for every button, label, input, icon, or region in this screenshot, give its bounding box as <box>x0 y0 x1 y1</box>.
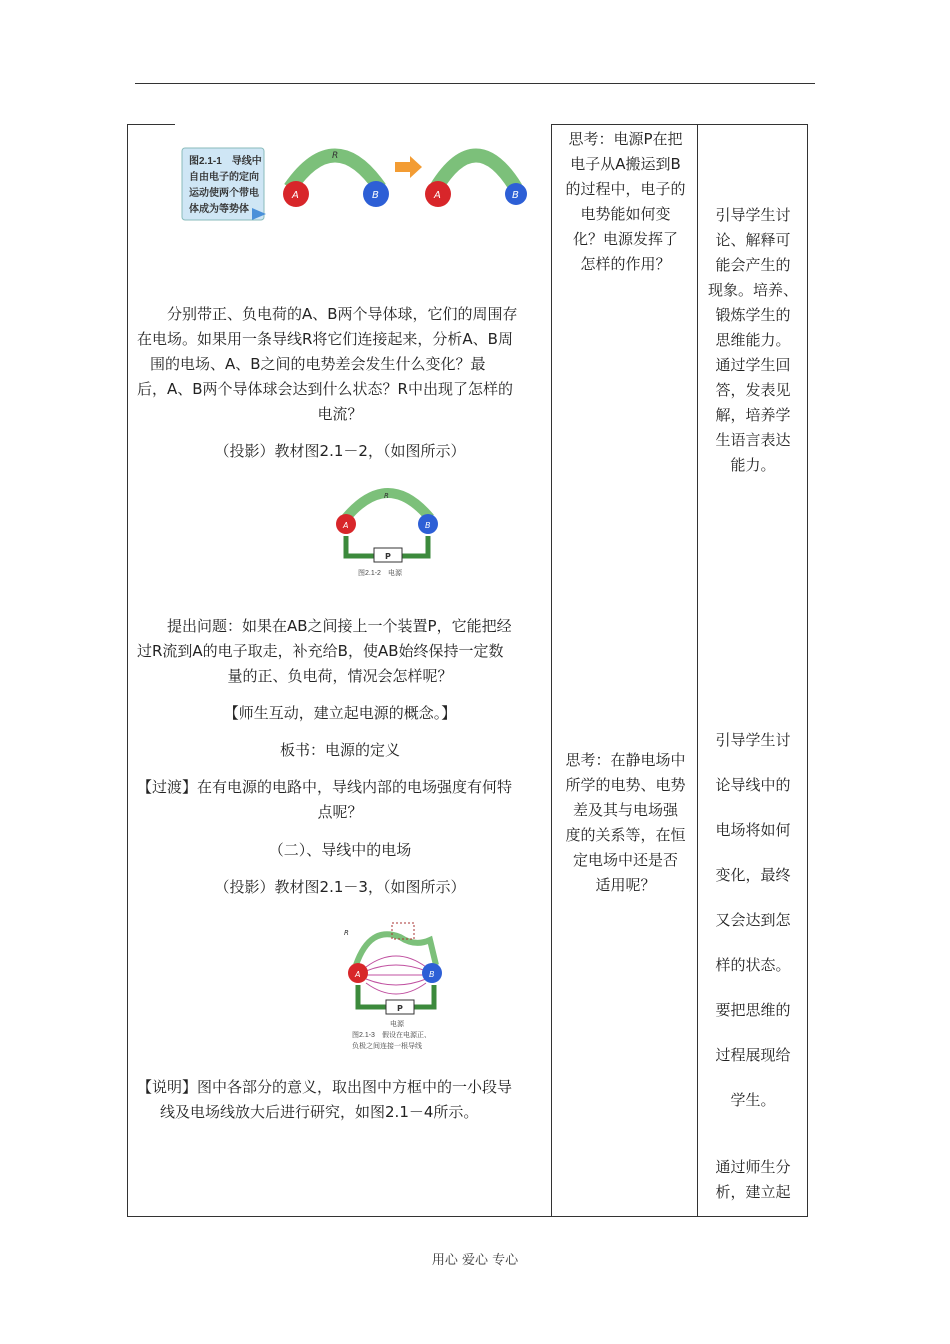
table-border-top-right <box>551 124 808 125</box>
fig1-caption-line: 体成为等势体 <box>189 204 249 215</box>
interaction-note: 【师生互动，建立起电源的概念。】 <box>223 704 457 722</box>
note2-line: 样的状态。 <box>715 956 791 974</box>
note1-line: 生语言表达 <box>715 431 791 449</box>
think2-line: 差及其与电场强 <box>572 801 678 819</box>
note1-line: 引导学生讨 <box>715 206 791 224</box>
figure-2-1-2 <box>330 478 445 580</box>
para2-line: 提出问题：如果在AB之间接上一个装置P，它能把经 <box>137 617 512 635</box>
para2-line: 量的正、负电荷，情况会怎样呢？ <box>227 667 453 685</box>
note1-line: 通过学生回 <box>715 356 791 374</box>
think2-line: 适用呢？ <box>595 876 656 894</box>
note2-line: 学生。 <box>730 1091 776 1109</box>
think2-line: 思考：在静电场中 <box>565 751 686 769</box>
note2-line: 论导线中的 <box>715 776 791 794</box>
para1-line: 围的电场、A、B之间的电势差会发生什么变化？最 <box>150 355 486 373</box>
fig1-transition-arrow-icon <box>395 156 422 178</box>
note1-line: 现象。培养、 <box>707 281 798 299</box>
table-border-top-left <box>127 124 175 125</box>
teaching-note-3 <box>699 1155 807 1205</box>
fig3-ball-b-label: B <box>429 970 435 979</box>
think-question-2 <box>553 748 698 898</box>
fig3-field-line <box>366 979 426 985</box>
teaching-note-1 <box>699 203 807 478</box>
fig1-wire-right <box>436 156 516 189</box>
fig3-caption-line: 图2.1-3 假设在电源正、 <box>352 1032 431 1039</box>
think1-line: 的过程中，电子的 <box>565 180 686 198</box>
explain-line: 【说明】图中各部分的意义，取出图中方框中的一小段导 <box>137 1078 513 1096</box>
explain-line: 线及电场线放大后进行研究，如图2.1－4所示。 <box>160 1103 479 1121</box>
note1-line: 能力。 <box>730 456 776 474</box>
projection-note-1: （投影）教材图2.1－2，（如图所示） <box>214 442 466 460</box>
fig3-field-line <box>366 965 426 971</box>
para1-line: 分别带正、负电荷的A、B两个导体球，它们的周围存 <box>137 305 518 323</box>
transition-line: 【过渡】在有电源的电路中，导线内部的电场强度有何特 <box>137 778 513 796</box>
note1-line: 答，发表见 <box>715 381 791 399</box>
fig1-ball-b-label: B <box>372 190 379 201</box>
think1-line: 思考：电源P在把 <box>568 130 683 148</box>
fig2-device-p-label: P <box>385 552 391 561</box>
think1-line: 怎样的作用？ <box>580 255 671 273</box>
fig3-caption-line: 负极之间连接一根导线 <box>352 1043 422 1050</box>
note1-line: 锻炼学生的 <box>715 306 791 324</box>
table-border-right <box>807 124 808 1217</box>
think1-line: 电子从A搬运到B <box>570 155 681 173</box>
transition-line: 点呢？ <box>317 803 363 821</box>
note1-line: 解，培养学 <box>715 406 791 424</box>
note2-line: 又会达到怎 <box>715 911 791 929</box>
fig3-wire-label: R <box>344 929 349 937</box>
fig1-wire-label: R <box>332 151 339 161</box>
section-heading-2: （二）、导线中的电场 <box>268 841 412 859</box>
fig3-source-label: 电源 <box>390 1021 404 1028</box>
para1-line: 电流？ <box>317 405 363 423</box>
note2-line: 要把思维的 <box>715 1001 791 1019</box>
think2-line: 所学的电势、电势 <box>565 776 686 794</box>
fig2-wire-label: R <box>384 492 389 500</box>
think2-line: 定电场中还是否 <box>572 851 678 869</box>
note2-line: 电场将如何 <box>715 821 791 839</box>
fig1-ball-b-2-label: B <box>512 190 519 201</box>
note1-line: 论、解释可 <box>715 231 791 249</box>
para2-line: 过R流到A的电子取走，补充给B，使AB始终保持一定数 <box>137 642 504 660</box>
fig1-caption-line: 图2.1-1 导线中 <box>189 156 262 167</box>
fig2-ball-a-label: A <box>343 521 349 530</box>
column-divider-2 <box>697 124 698 1217</box>
note3-line: 通过师生分 <box>715 1158 791 1176</box>
note2-line: 过程展现给 <box>715 1046 791 1064</box>
fig2-caption: 图2.1-2 电源 <box>358 570 402 577</box>
note2-line: 变化，最终 <box>715 866 791 884</box>
note1-line: 能会产生的 <box>715 256 791 274</box>
think1-line: 电势能如何变 <box>580 205 671 223</box>
fig1-ball-a-label: A <box>292 190 299 201</box>
fig2-ball-b-label: B <box>425 521 431 530</box>
think2-line: 度的关系等，在恒 <box>565 826 686 844</box>
page-footer: 用心 爱心 专心 <box>431 1253 519 1268</box>
board-note: 板书：电源的定义 <box>279 741 400 759</box>
note1-line: 思维能力。 <box>715 331 791 349</box>
think1-line: 化？电源发挥了 <box>572 230 678 248</box>
fig3-ball-a-label: A <box>355 970 361 979</box>
figure-2-1-3 <box>330 915 455 1053</box>
note2-line: 引导学生讨 <box>715 731 791 749</box>
fig3-device-p-label: P <box>397 1004 403 1013</box>
table-border-bottom <box>127 1216 808 1217</box>
think-question-1 <box>553 127 698 277</box>
projection-note-2: （投影）教材图2.1－3，（如图所示） <box>214 878 466 896</box>
header-rule <box>135 83 815 84</box>
note3-line: 析，建立起 <box>715 1183 791 1201</box>
para1-line: 在电场。如果用一条导线R将它们连接起来，分析A、B周 <box>137 330 513 348</box>
para1-line: 后，A、B两个导体球会达到什么状态？R中出现了怎样的 <box>137 380 513 398</box>
fig1-caption-line: 运动使两个带电 <box>189 188 259 199</box>
fig1-ball-a-2-label: A <box>434 190 441 201</box>
figure-2-1-1 <box>180 128 530 228</box>
fig1-caption-line: 自由电子的定向 <box>189 172 259 183</box>
teaching-note-2 <box>699 718 807 1123</box>
